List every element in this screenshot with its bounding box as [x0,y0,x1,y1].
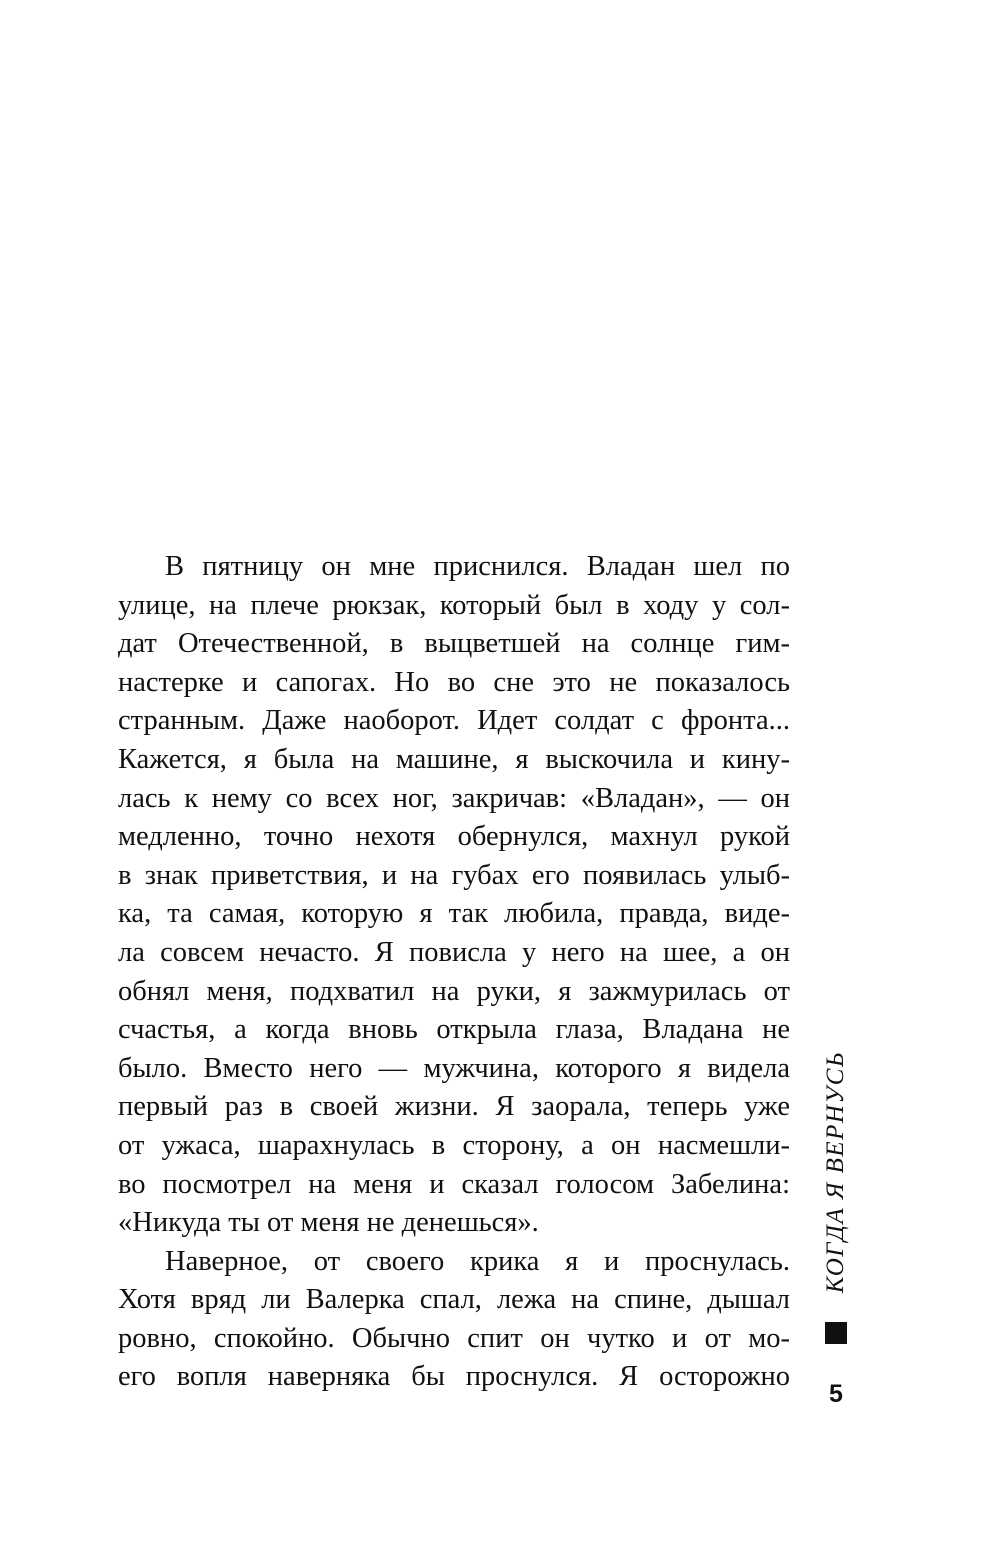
text-line: лась к нему со всех ног, закричав: «Владан», — он [118,782,790,814]
text-line: счастья, а когда вновь открыла глаза, Владана не [118,1014,790,1046]
text-line: от ужаса, шарахнулась в сторону, а он насмешли- [118,1129,790,1161]
running-title-text: КОГДА Я ВЕРНУСЬ [822,1050,849,1294]
text-line: ровно, спокойно. Обычно спит он чутко и от мо- [118,1322,790,1354]
text-line: ка, та самая, которую я так любила, правда, виде- [118,898,790,930]
text-line: «Никуда ты от меня не денешься». [118,1207,539,1239]
text-line: было. Вместо него — мужчина, которого я видела [118,1052,790,1084]
page-number: 5 [829,1380,843,1408]
text-line: Наверное, от своего крика я и проснулась. [165,1245,790,1277]
text-line: настерке и сапогах. Но во сне это не показалось [118,666,790,698]
square-marker-icon [825,1322,847,1344]
text-line: первый раз в своей жизни. Я заорала, теперь уже [118,1091,790,1123]
text-line: улице, на плече рюкзак, который был в ходу у сол- [118,589,790,621]
text-line: дат Отечественной, в выцветшей на солнце гим- [118,628,790,660]
text-line: ла совсем нечасто. Я повисла у него на шее, а он [118,936,790,968]
text-line: медленно, точно нехотя обернулся, махнул рукой [118,821,790,853]
text-line: странным. Даже наоборот. Идет солдат с фронта... [118,705,790,737]
running-title [811,1042,861,1302]
text-line: в знак приветствия, и на губах его появилась улыб- [118,859,790,891]
text-line: Хотя вряд ли Валерка спал, лежа на спине, дышал [118,1284,790,1316]
body-text [118,548,790,1397]
text-line: во посмотрел на меня и сказал голосом Забелина: [118,1168,790,1200]
text-line: Кажется, я была на машине, я выскочила и кину- [118,743,790,775]
text-line: В пятницу он мне приснился. Владан шел по [165,551,790,582]
text-line: обнял меня, подхватил на руки, я зажмурилась от [118,975,790,1007]
text-line: его вопля наверняка бы проснулся. Я осторожно [118,1361,790,1393]
